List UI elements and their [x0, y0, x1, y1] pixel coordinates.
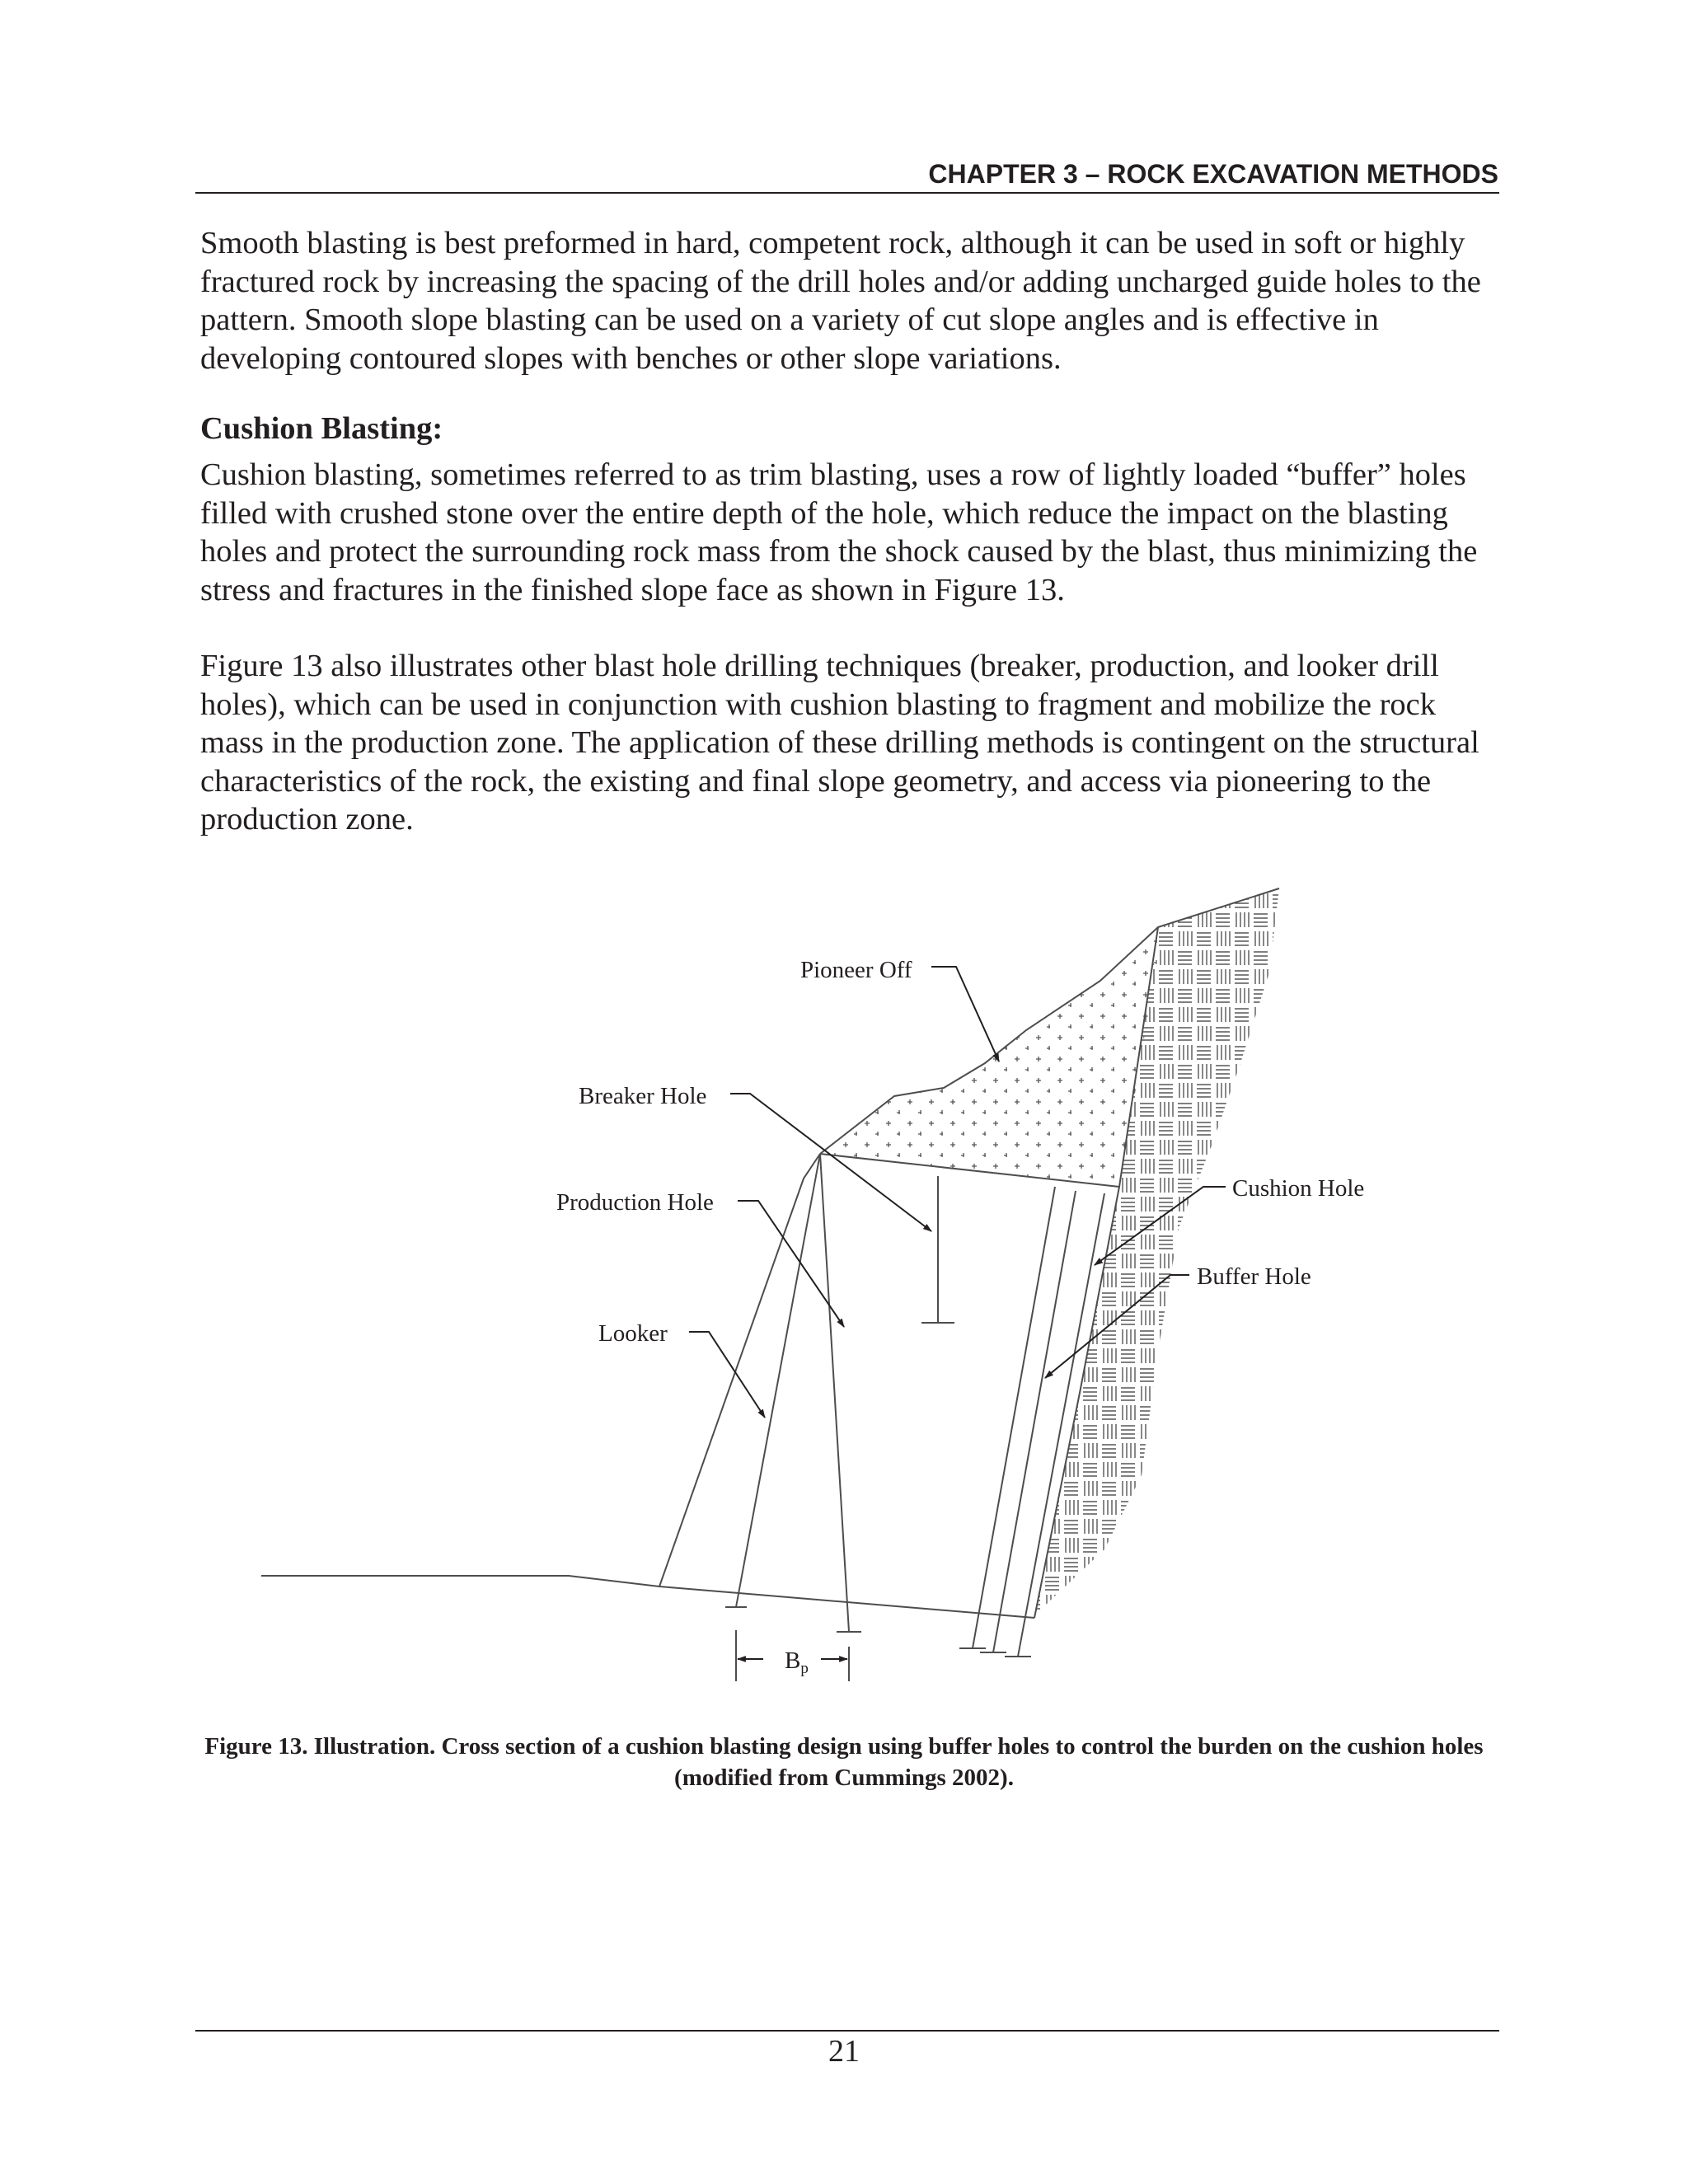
pioneer-off-label: Pioneer Off	[800, 957, 912, 983]
looker-slope-line	[659, 1154, 820, 1586]
rock-mass-hatch	[1034, 888, 1279, 1615]
chapter-header: CHAPTER 3 – ROCK EXCAVATION METHODS	[928, 159, 1498, 189]
breaker-hole-label: Breaker Hole	[579, 1083, 707, 1109]
buffer-hole-1	[959, 1187, 1055, 1648]
paragraph-figure-13-description: Figure 13 also illustrates other blast hole drilling techniques (breaker, production, and looker drill holes), which can be used in conjunction with cushion blasting to fragment and mobilize the rock mass in the production zone. The application of these drilling methods is contingent on the structural characteristics of the rock, the existing and final slope geometry, and access via pioneering to the production zone.	[200, 649, 1479, 837]
page-number: 21	[828, 2034, 860, 2069]
pioneer-off-leader	[931, 967, 999, 1062]
section-heading-cushion-blasting: Cushion Blasting:	[200, 411, 443, 446]
looker-leader	[689, 1332, 765, 1418]
production-hole-label: Production Hole	[556, 1189, 714, 1216]
buffer-hole-label: Buffer Hole	[1197, 1263, 1311, 1290]
footer-rule	[195, 2030, 1499, 2032]
ground-surface-line	[261, 1576, 1034, 1618]
production-hole	[820, 1154, 861, 1632]
paragraph-cushion-blasting: Cushion blasting, sometimes referred to as trim blasting, uses a row of lightly loaded “buffer” holes filled with crushed stone over the entire depth of the hole, which reduce the impact on the blasting holes and protect the surrounding rock mass from the shock caused by the blast, thus minimizing the stress and fractures in the finished slope face as shown in Figure 13.	[200, 457, 1478, 607]
paragraph-smooth-blasting: Smooth blasting is best preformed in hard, competent rock, although it can be used in soft or highly fractured rock by increasing the spacing of the drill holes and/or adding uncharged guide holes to the pattern. Smooth slope blasting can be used on a variety of cut slope angles and is effective in developing contoured slopes with benches or other slope variations.	[200, 226, 1481, 376]
burden-label: $B_p$	[785, 1647, 809, 1677]
breaker-hole	[921, 1176, 954, 1323]
looker-label: Looker	[598, 1320, 668, 1347]
cushion-hole-label: Cushion Hole	[1232, 1175, 1365, 1202]
figure-caption: Figure 13. Illustration. Cross section of a cushion blasting design using buffer holes to control the burden on the cushion holes (modified from Cummings 2002).	[204, 1733, 1484, 1791]
